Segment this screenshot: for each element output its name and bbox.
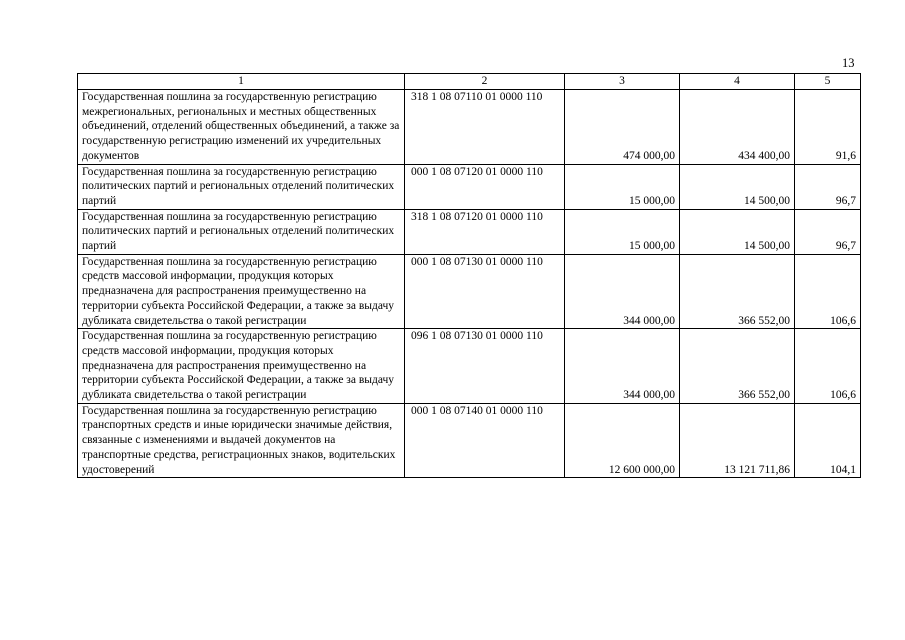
table-row <box>78 254 861 329</box>
revenue-name-cell: Государственная пошлина за государственную регистрацию политических партий и региональных отделений политических партий <box>78 164 405 209</box>
table-row <box>78 209 861 254</box>
budget-code-cell: 318 1 08 07110 01 0000 110 <box>405 90 565 165</box>
revenue-name-cell: Государственная пошлина за государственную регистрацию транспортных средств и иные юридически значимые действия, связанные с изменениями и выдачей документов на транспортные средства, регистрационных знаков, водительских удостоверений <box>78 403 405 478</box>
percent-cell: 96,7 <box>795 209 861 254</box>
revenue-name-cell: Государственная пошлина за государственную регистрацию политических партий и региональных отделений политических партий <box>78 209 405 254</box>
revenue-name-cell: Государственная пошлина за государственную регистрацию средств массовой информации, продукция которых предназначена для распространения преимущественно на территории субъекта Российской Федерации, а также за выдачу дубликата свидетельства о такой регистрации <box>78 254 405 329</box>
fact-amount-cell: 14 500,00 <box>680 164 795 209</box>
table-row <box>78 329 861 404</box>
table-header-row <box>78 74 861 90</box>
revenue-name-cell: Государственная пошлина за государственную регистрацию средств массовой информации, продукция которых предназначена для распространения преимущественно на территории субъекта Российской Федерации, а также за выдачу дубликата свидетельства о такой регистрации <box>78 329 405 404</box>
plan-amount-cell: 344 000,00 <box>565 329 680 404</box>
table-row <box>78 90 861 165</box>
plan-amount-cell: 12 600 000,00 <box>565 403 680 478</box>
column-header-2: 2 <box>405 74 565 90</box>
percent-cell: 91,6 <box>795 90 861 165</box>
column-header-1: 1 <box>78 74 405 90</box>
fact-amount-cell: 13 121 711,86 <box>680 403 795 478</box>
fact-amount-cell: 434 400,00 <box>680 90 795 165</box>
table-row <box>78 164 861 209</box>
fact-amount-cell: 366 552,00 <box>680 254 795 329</box>
table-row <box>78 403 861 478</box>
revenue-table <box>77 73 861 478</box>
plan-amount-cell: 15 000,00 <box>565 209 680 254</box>
percent-cell: 96,7 <box>795 164 861 209</box>
budget-code-cell: 096 1 08 07130 01 0000 110 <box>405 329 565 404</box>
column-header-3: 3 <box>565 74 680 90</box>
budget-code-cell: 000 1 08 07140 01 0000 110 <box>405 403 565 478</box>
percent-cell: 104,1 <box>795 403 861 478</box>
column-header-5: 5 <box>795 74 861 90</box>
column-header-4: 4 <box>680 74 795 90</box>
page-number: 13 <box>842 56 855 70</box>
revenue-table-body <box>78 74 861 478</box>
percent-cell: 106,6 <box>795 254 861 329</box>
budget-code-cell: 318 1 08 07120 01 0000 110 <box>405 209 565 254</box>
plan-amount-cell: 344 000,00 <box>565 254 680 329</box>
budget-code-cell: 000 1 08 07120 01 0000 110 <box>405 164 565 209</box>
fact-amount-cell: 366 552,00 <box>680 329 795 404</box>
budget-code-cell: 000 1 08 07130 01 0000 110 <box>405 254 565 329</box>
revenue-name-cell: Государственная пошлина за государственную регистрацию межрегиональных, региональных и местных общественных объединений, отделений общественных объединений, а также за государственную регистрацию изменений их учредительных документов <box>78 90 405 165</box>
fact-amount-cell: 14 500,00 <box>680 209 795 254</box>
plan-amount-cell: 15 000,00 <box>565 164 680 209</box>
percent-cell: 106,6 <box>795 329 861 404</box>
plan-amount-cell: 474 000,00 <box>565 90 680 165</box>
